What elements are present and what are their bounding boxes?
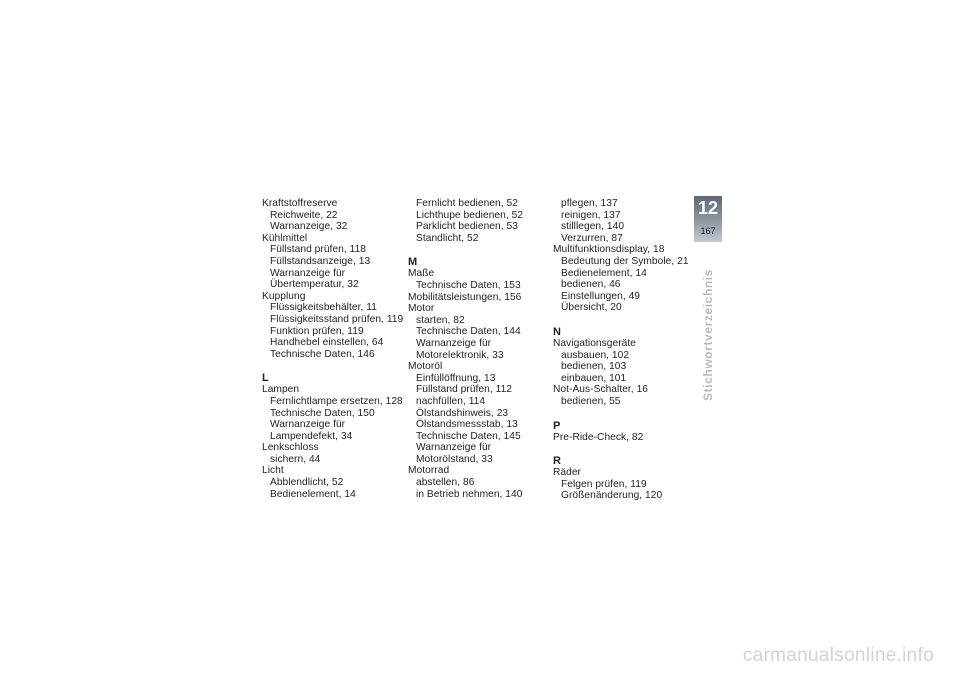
index-subentry: Verzurren, 87 [561, 232, 623, 244]
index-term: Kühlmittel [262, 232, 308, 244]
index-subentry: Einstellungen, 49 [561, 290, 641, 302]
index-subentry: Bedeutung der Symbole, 21 [561, 255, 689, 267]
index-subentry: Einfüllöffnung, 13 [416, 372, 496, 384]
index-subentry: Füllstandsanzeige, 13 [270, 255, 371, 267]
index-subentry: einbauen, 101 [561, 372, 627, 384]
index-letter-heading: L [262, 372, 269, 385]
index-subentry: Füllstand prüfen, 112 [416, 384, 513, 396]
index-term: Navigationsgeräte [553, 337, 636, 349]
index-subentry: Warnanzeige für [416, 337, 492, 349]
index-subentry: nachfüllen, 114 [416, 395, 486, 407]
index-subentry: stilllegen, 140 [561, 221, 625, 233]
index-subentry: sichern, 44 [270, 453, 321, 465]
index-subentry: Motorelektronik, 33 [416, 349, 504, 361]
index-term: Licht [262, 465, 284, 477]
index-subentry: bedienen, 46 [561, 279, 621, 291]
index-subentry: abstellen, 86 [416, 477, 475, 489]
section-title-vertical: Stichwortverzeichnis [701, 268, 715, 402]
index-subentry: Warnanzeige für [270, 267, 346, 279]
index-subentry: Flüssigkeitsstand prüfen, 119 [270, 313, 404, 325]
index-term: Kupplung [262, 290, 306, 302]
index-subentry: Handhebel einstellen, 64 [270, 337, 384, 349]
index-letter-heading: P [553, 419, 561, 432]
chapter-number: 12 [697, 198, 719, 218]
index-subentry: bedienen, 55 [561, 395, 621, 407]
index-term: Motorrad [408, 465, 450, 477]
index-subentry: Funktion prüfen, 119 [270, 325, 364, 337]
index-term: Pre-Ride-Check, 82 [553, 431, 644, 443]
chapter-tab [694, 196, 722, 242]
index-subentry: reinigen, 137 [561, 209, 621, 221]
page-number: 167 [700, 226, 716, 236]
index-subentry: Fernlichtlampe ersetzen, 128 [270, 395, 403, 407]
index-subentry: in Betrieb nehmen, 140 [416, 488, 523, 500]
index-subentry: bedienen, 103 [561, 361, 627, 373]
index-letter-heading: N [553, 325, 561, 338]
index-column-1 [262, 198, 402, 500]
index-column-2 [408, 198, 548, 500]
index-term: Motoröl [408, 361, 443, 373]
index-subentry: Größenänderung, 120 [561, 490, 663, 502]
index-subentry: Bedienelement, 14 [561, 267, 647, 279]
index-subentry: Technische Daten, 146 [270, 348, 375, 360]
index-subentry: Parklicht bedienen, 53 [416, 221, 518, 233]
index-term: Räder [553, 467, 581, 479]
index-term: Mobilitätsleistungen, 156 [408, 291, 522, 303]
index-subentry: Übertemperatur, 32 [270, 279, 359, 291]
index-column-3 [553, 198, 693, 502]
index-term: Multifunktionsdisplay, 18 [553, 244, 665, 256]
index-term: Motor [408, 303, 435, 315]
index-subentry: Technische Daten, 150 [270, 407, 375, 419]
index-subentry: Ölstandshinweis, 23 [416, 407, 509, 419]
index-subentry: Technische Daten, 153 [416, 279, 521, 291]
index-subentry: Fernlicht bedienen, 52 [416, 198, 518, 209]
index-term: Kraftstoffreserve [262, 198, 338, 209]
index-subentry: Übersicht, 20 [561, 302, 622, 314]
index-letter-heading: M [408, 256, 418, 269]
index-subentry: Technische Daten, 144 [416, 326, 521, 338]
index-subentry: Abblendlicht, 52 [270, 477, 344, 489]
index-term: Lenkschloss [262, 442, 319, 454]
index-subentry: Lichthupe bedienen, 52 [416, 209, 524, 221]
index-subentry: Technische Daten, 145 [416, 430, 521, 442]
index-subentry: ausbauen, 102 [561, 349, 630, 361]
index-subentry: Warnanzeige für [270, 419, 346, 431]
index-subentry: Warnanzeige, 32 [270, 221, 348, 233]
index-subentry: Motorölstand, 33 [416, 453, 493, 465]
index-term: Lampen [262, 384, 300, 396]
index-letter-heading: R [553, 455, 561, 468]
index-subentry: Standlicht, 52 [416, 232, 479, 244]
index-subentry: Füllstand prüfen, 118 [270, 244, 367, 256]
index-term: Not-Aus-Schalter, 16 [553, 384, 648, 396]
index-subentry: Warnanzeige für [416, 442, 492, 454]
index-subentry: pflegen, 137 [561, 198, 618, 209]
index-subentry: Bedienelement, 14 [270, 488, 356, 500]
index-subentry: starten, 82 [416, 314, 465, 326]
index-subentry: Flüssigkeitsbehälter, 11 [270, 302, 377, 314]
watermark: carmanualsonline.info [742, 645, 934, 666]
index-subentry: Reichweite, 22 [270, 209, 338, 221]
index-subentry: Ölstandsmessstab, 13 [416, 419, 518, 431]
index-term: Maße [408, 268, 435, 280]
index-subentry: Felgen prüfen, 119 [561, 478, 647, 490]
index-subentry: Lampendefekt, 34 [270, 430, 353, 442]
